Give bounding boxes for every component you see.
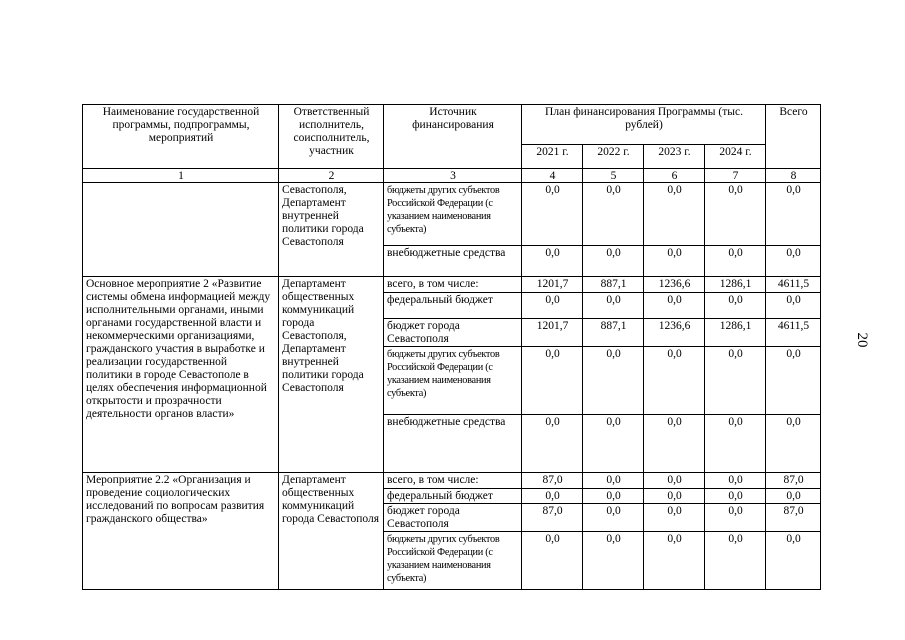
value-cell: 0,0 [705,293,766,319]
table-row [83,473,821,489]
value-cell: 0,0 [705,489,766,504]
source-cell: бюджеты других субъектов Российской Федерации (с указанием наименования субъекта) [384,532,522,590]
source-cell: внебюджетные средства [384,246,522,277]
column-index: 8 [766,169,821,183]
value-cell: 0,0 [644,293,705,319]
column-index: 7 [705,169,766,183]
column-index: 6 [644,169,705,183]
column-index: 3 [384,169,522,183]
value-cell: 0,0 [583,532,644,590]
value-cell: 87,0 [766,473,821,489]
page-number: 20 [854,332,870,348]
source-cell: бюджет города Севастополя [384,504,522,532]
value-cell: 0,0 [583,489,644,504]
value-cell: 0,0 [583,504,644,532]
header-executor: Ответственный исполнитель, соисполнитель, участник [279,105,384,169]
value-cell: 0,0 [583,246,644,277]
executor-cell: Севастополя, Департамент внутренней политики города Севастополя [279,183,384,277]
source-cell: бюджеты других субъектов Российской Федерации (с указанием наименования субъекта) [384,347,522,415]
value-cell: 887,1 [583,277,644,293]
source-cell: внебюджетные средства [384,415,522,473]
value-cell: 1236,6 [644,319,705,347]
value-cell: 0,0 [644,489,705,504]
column-index: 4 [522,169,583,183]
value-cell: 0,0 [644,347,705,415]
source-cell: бюджеты других субъектов Российской Федерации (с указанием наименования субъекта) [384,183,522,246]
value-cell: 0,0 [522,183,583,246]
value-cell: 0,0 [766,489,821,504]
financing-table [82,104,821,590]
value-cell: 0,0 [644,183,705,246]
header-total: Всего [766,105,821,169]
column-index: 5 [583,169,644,183]
value-cell: 87,0 [766,504,821,532]
value-cell: 0,0 [766,246,821,277]
header-year: 2022 г. [583,145,644,169]
value-cell: 0,0 [644,473,705,489]
value-cell: 0,0 [522,246,583,277]
value-cell: 0,0 [644,246,705,277]
value-cell: 0,0 [522,489,583,504]
source-cell: федеральный бюджет [384,293,522,319]
source-cell: всего, в том числе: [384,473,522,489]
value-cell: 0,0 [522,347,583,415]
value-cell: 0,0 [705,415,766,473]
value-cell: 0,0 [583,183,644,246]
header-year: 2024 г. [705,145,766,169]
value-cell: 4611,5 [766,319,821,347]
source-cell: федеральный бюджет [384,489,522,504]
value-cell: 0,0 [705,183,766,246]
value-cell: 0,0 [522,415,583,473]
value-cell: 0,0 [583,293,644,319]
value-cell: 0,0 [705,504,766,532]
value-cell: 4611,5 [766,277,821,293]
value-cell: 0,0 [705,532,766,590]
value-cell: 0,0 [644,415,705,473]
header-year: 2023 г. [644,145,705,169]
program-name-cell [83,183,279,277]
program-name-cell: Основное мероприятие 2 «Развитие системы обмена информацией между исполнительными органами, иными органами государственной власти и некоммерческими организациями, гражданского участия в выработке и реализации государственной политики в городе Севастополе в целях обеспечения информационной открытости и прозрачности деятельности органов власти» [83,277,279,473]
value-cell: 0,0 [705,473,766,489]
header-source: Источник финансирования [384,105,522,169]
value-cell: 0,0 [522,532,583,590]
value-cell: 0,0 [522,293,583,319]
column-index: 1 [83,169,279,183]
header-name: Наименование государственной программы, подпрограммы, мероприятий [83,105,279,169]
executor-cell: Департамент общественных коммуникаций города Севастополя [279,473,384,590]
header-year: 2021 г. [522,145,583,169]
value-cell: 1201,7 [522,277,583,293]
value-cell: 1236,6 [644,277,705,293]
value-cell: 0,0 [583,473,644,489]
value-cell: 1286,1 [705,319,766,347]
header-plan: План финансирования Программы (тыс. рублей) [522,105,766,145]
value-cell: 887,1 [583,319,644,347]
value-cell: 0,0 [644,504,705,532]
value-cell: 0,0 [766,183,821,246]
value-cell: 0,0 [583,415,644,473]
value-cell: 0,0 [705,347,766,415]
source-cell: бюджет города Севастополя [384,319,522,347]
program-name-cell: Мероприятие 2.2 «Организация и проведение социологических исследований по вопросам развития гражданского общества» [83,473,279,590]
value-cell: 0,0 [766,415,821,473]
value-cell: 87,0 [522,504,583,532]
source-cell: всего, в том числе: [384,277,522,293]
table-row [83,183,821,246]
value-cell: 0,0 [583,347,644,415]
value-cell: 0,0 [766,347,821,415]
value-cell: 1201,7 [522,319,583,347]
executor-cell: Департамент общественных коммуникаций города Севастополя, Департамент внутренней политики города Севастополя [279,277,384,473]
value-cell: 0,0 [766,293,821,319]
value-cell: 0,0 [766,532,821,590]
value-cell: 0,0 [644,532,705,590]
value-cell: 1286,1 [705,277,766,293]
column-index: 2 [279,169,384,183]
table-row [83,277,821,293]
value-cell: 87,0 [522,473,583,489]
value-cell: 0,0 [705,246,766,277]
